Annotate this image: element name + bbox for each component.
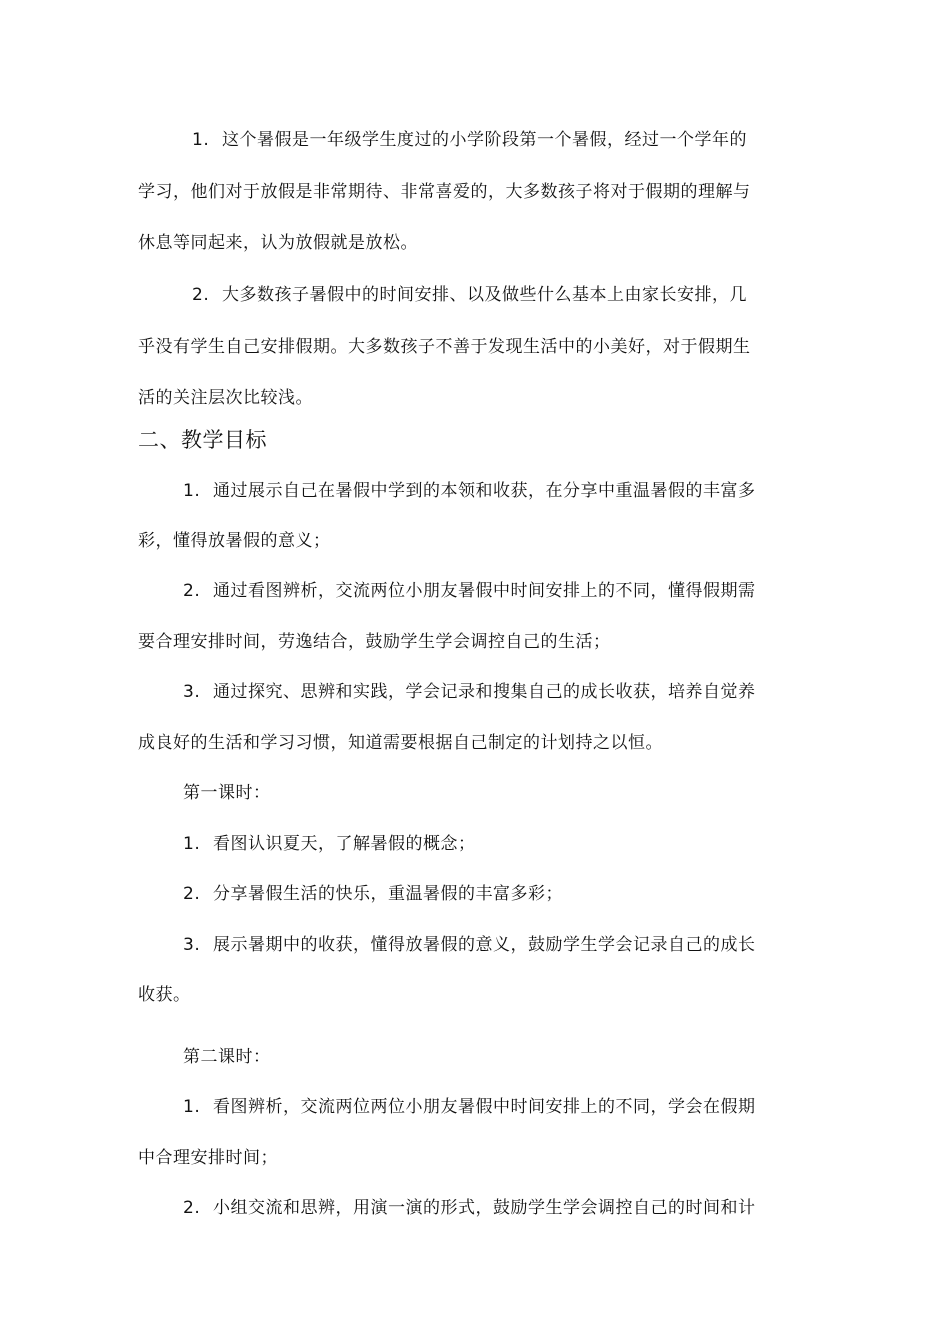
lesson-2-title: 第二课时：	[183, 1047, 271, 1067]
situation-item-2-line-3: 活的关注层次比较浅。	[138, 388, 313, 408]
list-number: 2.	[183, 1198, 201, 1218]
list-number: 1.	[192, 130, 210, 150]
list-number: 3.	[183, 935, 201, 955]
list-number: 2.	[183, 884, 201, 904]
lesson-2-item-1-line-2: 中合理安排时间；	[138, 1148, 278, 1168]
section-heading-teaching-goals: 二、教学目标	[138, 428, 267, 452]
lesson-1-item-1	[183, 832, 476, 856]
paragraph-text: 看图认识夏天，了解暑假的概念；	[213, 834, 476, 854]
goal-1-line-2: 彩，懂得放暑假的意义；	[138, 531, 331, 551]
list-number: 1.	[183, 481, 201, 501]
goal-2-line-1	[183, 579, 756, 603]
paragraph-text: 大多数孩子暑假中的时间安排、以及做些什么基本上由家长安排，几	[222, 285, 747, 305]
lesson-1-item-3-line-1	[183, 933, 756, 957]
list-number: 1.	[183, 1097, 201, 1117]
list-number: 3.	[183, 682, 201, 702]
paragraph-text: 通过看图辨析，交流两位小朋友暑假中时间安排上的不同，懂得假期需	[213, 581, 756, 601]
goal-3-line-2: 成良好的生活和学习习惯，知道需要根据自己制定的计划持之以恒。	[138, 733, 663, 753]
situation-item-2-line-1	[192, 283, 747, 307]
paragraph-text: 通过探究、思辨和实践，学会记录和搜集自己的成长收获，培养自觉养	[213, 682, 756, 702]
list-number: 2.	[183, 581, 201, 601]
paragraph-text: 小组交流和思辨，用演一演的形式，鼓励学生学会调控自己的时间和计	[213, 1198, 756, 1218]
lesson-1-item-3-line-2: 收获。	[138, 985, 191, 1005]
situation-item-2-line-2: 乎没有学生自己安排假期。大多数孩子不善于发现生活中的小美好，对于假期生	[138, 337, 751, 357]
goal-1-line-1	[183, 479, 756, 503]
lesson-1-title: 第一课时：	[183, 783, 271, 803]
situation-item-1-line-3: 休息等同起来，认为放假就是放松。	[138, 233, 418, 253]
list-number: 1.	[183, 834, 201, 854]
lesson-1-item-2	[183, 882, 563, 906]
paragraph-text: 这个暑假是一年级学生度过的小学阶段第一个暑假，经过一个学年的	[222, 130, 747, 150]
goal-3-line-1	[183, 680, 756, 704]
paragraph-text: 分享暑假生活的快乐，重温暑假的丰富多彩；	[213, 884, 563, 904]
paragraph-text: 看图辨析，交流两位两位小朋友暑假中时间安排上的不同，学会在假期	[213, 1097, 756, 1117]
situation-item-1-line-1	[192, 128, 747, 152]
paragraph-text: 通过展示自己在暑假中学到的本领和收获，在分享中重温暑假的丰富多	[213, 481, 756, 501]
paragraph-text: 展示暑期中的收获，懂得放暑假的意义，鼓励学生学会记录自己的成长	[213, 935, 756, 955]
lesson-2-item-2-line-1	[183, 1196, 756, 1220]
list-number: 2.	[192, 285, 210, 305]
situation-item-1-line-2: 学习，他们对于放假是非常期待、非常喜爱的，大多数孩子将对于假期的理解与	[138, 182, 751, 202]
goal-2-line-2: 要合理安排时间，劳逸结合，鼓励学生学会调控自己的生活；	[138, 632, 611, 652]
lesson-2-item-1-line-1	[183, 1095, 756, 1119]
